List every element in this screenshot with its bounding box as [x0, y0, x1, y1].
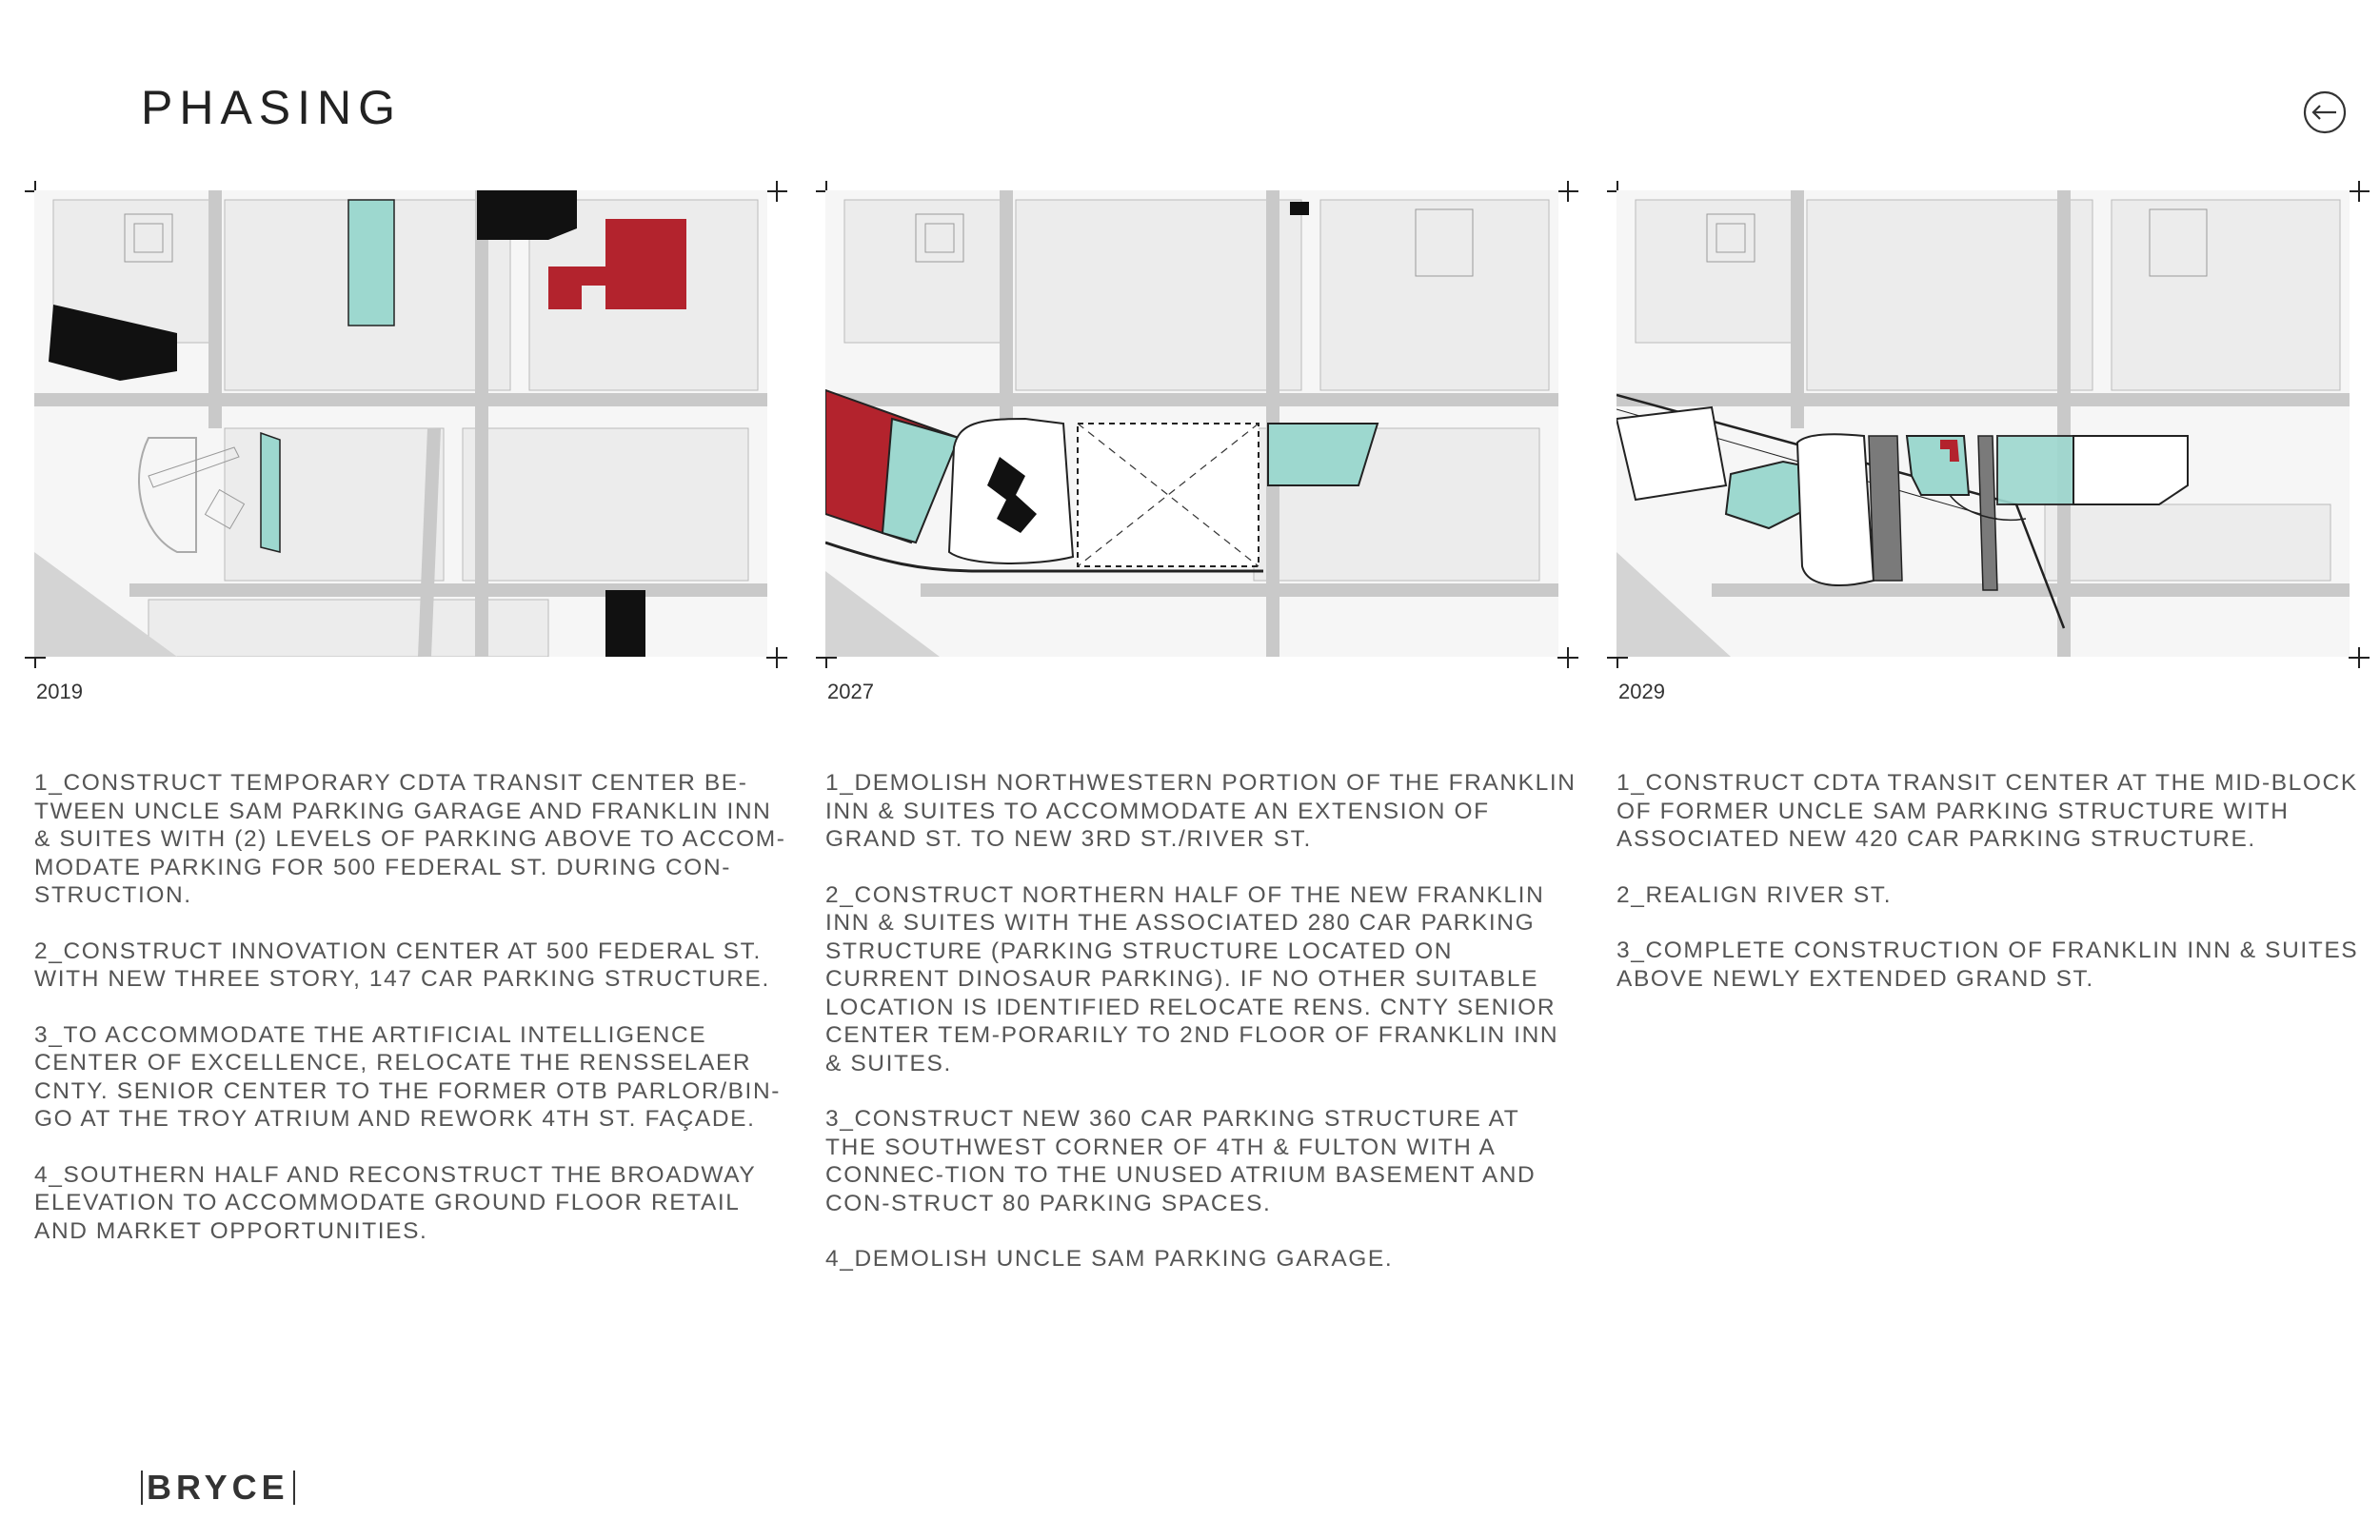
phase-year: 2027	[827, 680, 874, 703]
crop-mark	[2349, 647, 2370, 668]
phase-note: 3_COMPLETE CONSTRUCTION OF FRANKLIN INN & SUITES ABOVE NEWLY EXTENDED GRAND ST.	[1616, 938, 2359, 992]
phase-note: 1_DEMOLISH NORTHWESTERN PORTION OF THE FRANKLIN INN & SUITES TO ACCOMMODATE AN EXTENSION OF GRAND ST. TO NEW 3RD ST./RIVER ST.	[825, 770, 1577, 852]
site-plan-drawing	[34, 190, 767, 657]
brand-logo: BRYCE	[141, 1471, 295, 1505]
crop-mark	[1557, 181, 1578, 202]
back-button[interactable]	[2302, 89, 2348, 135]
phase-note: 3_TO ACCOMMODATE THE ARTIFICIAL INTELLIGENCE CENTER OF EXCELLENCE, RELOCATE THE RENSSELAER CNTY. SENIOR CENTER TO THE FORMER OTB PARLOR/BIN-GO AT THE TROY ATRIUM AND REWORK 4TH ST. FAÇADE.	[34, 1021, 782, 1132]
phase-year: 2029	[1618, 680, 1665, 703]
site-plan-2029	[1601, 181, 2363, 676]
phase-note: 2_REALIGN RIVER ST.	[1616, 881, 1893, 908]
phase-note: 1_CONSTRUCT CDTA TRANSIT CENTER AT THE MID-BLOCK OF FORMER UNCLE SAM PARKING STRUCTURE WITH ASSOCIATED NEW 420 CAR PARKING STRUCTURE.	[1616, 770, 2358, 852]
phase-year: 2019	[36, 680, 83, 703]
site-plan-2019	[19, 181, 781, 676]
phase-note: 2_CONSTRUCT INNOVATION CENTER AT 500 FEDERAL ST. WITH NEW THREE STORY, 147 CAR PARKING STRUCTURE.	[34, 938, 770, 992]
phase-note: 2_CONSTRUCT NORTHERN HALF OF THE NEW FRANKLIN INN & SUITES WITH THE ASSOCIATED 280 CAR PARKING STRUCTURE (PARKING STRUCTURE LOCATED ON CURRENT DINOSAUR PARKING). IF NO OTHER SUITABLE LOCATION IS IDENTIFIED RELOCATE RENS. CNTY SENIOR CENTER TEM-PORARILY TO 2ND FLOOR OF FRANKLIN INN & SUITES.	[825, 881, 1559, 1076]
phase-notes	[1616, 769, 2369, 1020]
site-plan-2027	[810, 181, 1572, 676]
phase-note: 1_CONSTRUCT TEMPORARY CDTA TRANSIT CENTER BE-TWEEN UNCLE SAM PARKING GARAGE AND FRANKLIN INN & SUITES WITH (2) LEVELS OF PARKING ABOVE TO ACCOM-MODATE PARKING FOR 500 FEDERAL ST. DURING CON-STRUCTION.	[34, 770, 786, 908]
site-plan-drawing	[825, 190, 1558, 657]
page-title: PHASING	[141, 81, 403, 134]
phase-column-2019	[19, 181, 786, 1244]
phase-note: 4_SOUTHERN HALF AND RECONSTRUCT THE BROADWAY ELEVATION TO ACCOMMODATE GROUND FLOOR RETAIL AND MARKET OPPORTUNITIES.	[34, 1161, 756, 1244]
phase-notes	[34, 769, 786, 1273]
arrow-left-circle-icon	[2302, 89, 2348, 135]
phase-notes	[825, 769, 1577, 1301]
phase-column-2027	[810, 181, 1577, 1272]
phase-note: 4_DEMOLISH UNCLE SAM PARKING GARAGE.	[825, 1246, 1394, 1272]
crop-mark	[766, 647, 787, 668]
site-plan-drawing	[1616, 190, 2350, 657]
crop-mark	[2349, 181, 2370, 202]
phase-column-2029	[1601, 181, 2363, 992]
phase-note: 3_CONSTRUCT NEW 360 CAR PARKING STRUCTURE AT THE SOUTHWEST CORNER OF 4TH & FULTON WITH A CONNEC-TION TO THE UNUSED ATRIUM BASEMENT AND CON-STRUCT 80 PARKING SPACES.	[825, 1106, 1537, 1216]
crop-mark	[1557, 647, 1578, 668]
crop-mark	[766, 181, 787, 202]
